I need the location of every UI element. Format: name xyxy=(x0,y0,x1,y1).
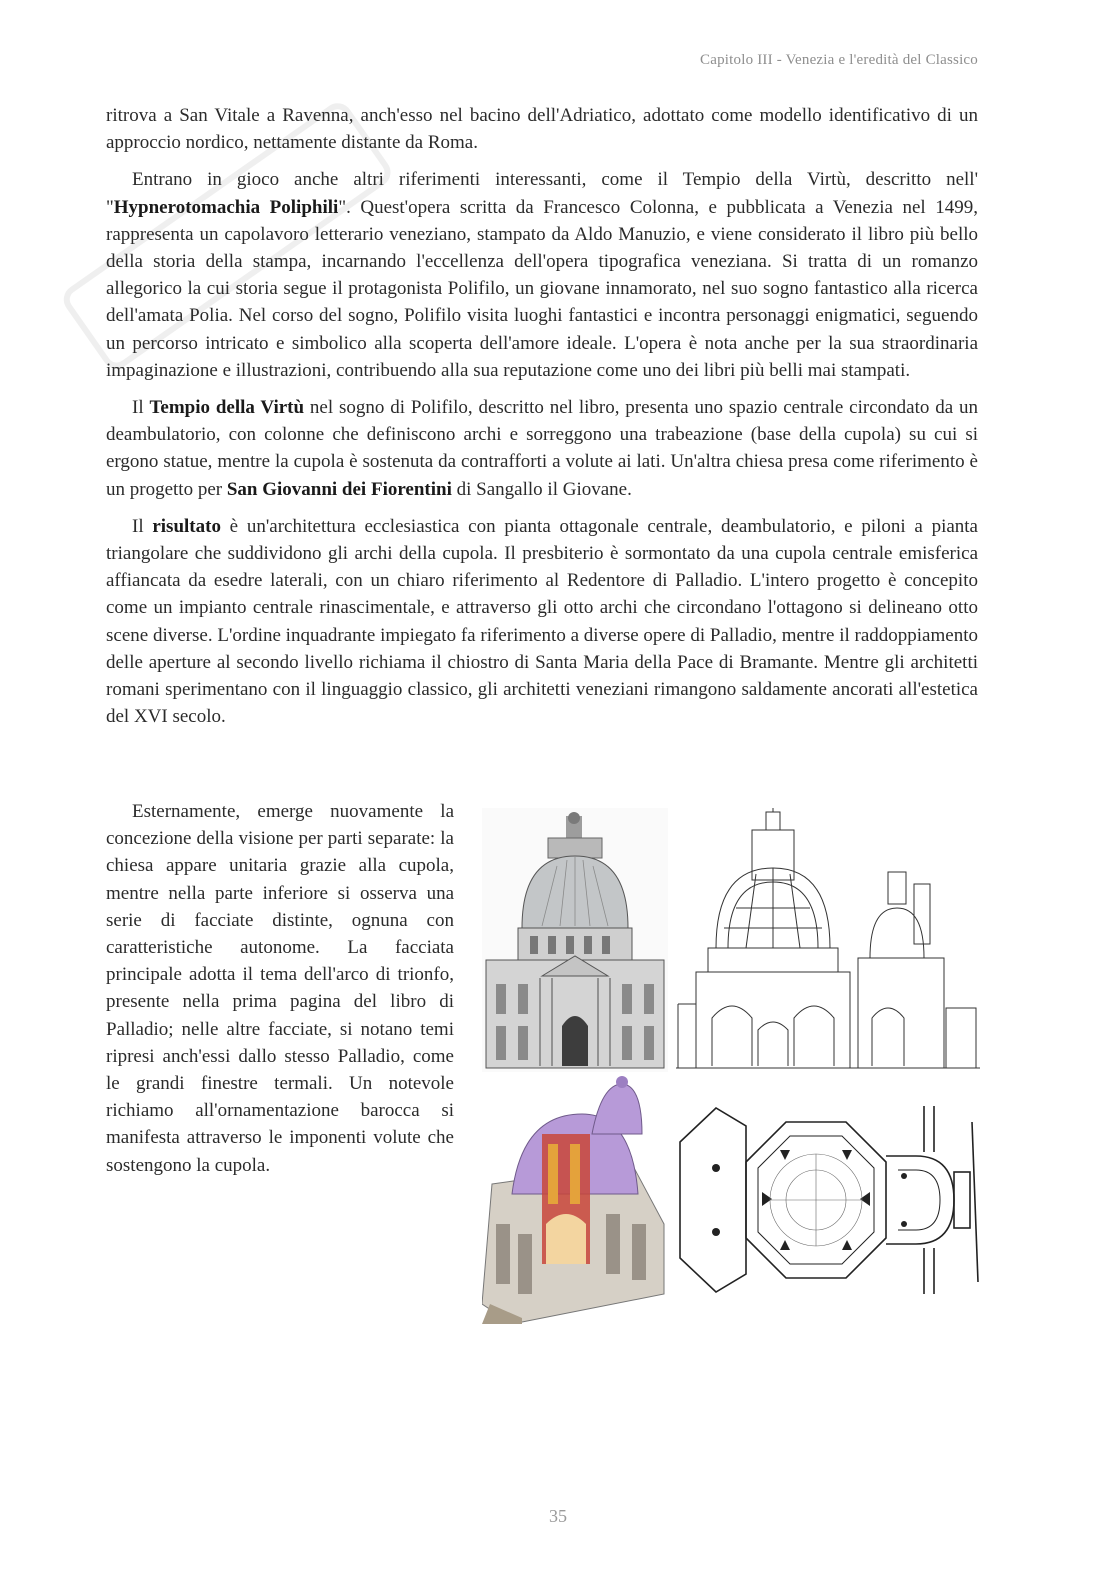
section-drawing-figure xyxy=(676,808,980,1072)
axonometric-cutaway-figure xyxy=(482,1074,668,1324)
facade-elevation-figure xyxy=(482,808,668,1072)
paragraph-5: Esternamente, emerge nuovamente la concezione della visione per parti separate: la chiesa appare unitaria grazie alla cupola, mentre nella parte inferiore si osserva una serie di facciate distinte, ognuna con caratteristiche autonome. La facciata principale adotta il tema dell'arco di trionfo, presente nella prima pagina del libro di Palladio; nelle altre facciate, si notano temi ripresi anch'essi dallo stesso Palladio, come le grandi finestre termali. Un notevole richiamo all'ornamentazione barocca si manifesta attraverso le imponenti volute che sostengono la cupola. xyxy=(106,801,454,1176)
risultato-bold: risultato xyxy=(152,515,221,537)
side-column-text xyxy=(106,798,454,1179)
paragraph-3: Il Tempio della Virtù nel sogno di Polifilo, descritto nel libro, presenta uno spazio centrale circondato da un deambulatorio, con colonne che definiscono archi e sorreggono una trabeazione (base della cupola) su cui si ergono statue, mentre la cupola è sostenuta da contrafforti a volute ai lati. Un'altra chiesa presa come riferimento è un progetto per San Giovanni dei Fiorentini di Sangallo il Giovane. xyxy=(106,397,979,500)
paragraph-1: ritrova a San Vitale a Ravenna, anch'esso nel bacino dell'Adriatico, adottato come modello identificativo di un approccio nordico, nettamente distante da Roma. xyxy=(106,105,978,154)
book-title-bold: Hypnerotomachia Poliphili xyxy=(113,196,339,218)
figure-group xyxy=(482,808,980,1324)
paragraph-4: Il risultato è un'architettura ecclesiastica con pianta ottagonale centrale, deambulatorio, e piloni a pianta triangolare che suddividono gli archi della cupola. Il presbiterio è sormontato da una cupola centrale emisferica affiancata da esedre laterali, con un chiaro riferimento al Redentore di Palladio. L'intero progetto è concepito come un impianto centrale rinascimentale, e attraverso gli otto archi che circondano l'ottagono si delineano otto scene diverse. L'ordine inquadrante impiegato fa riferimento a diverse opere di Palladio, mentre il raddoppiamento delle aperture al secondo livello richiama il chiostro di Santa Maria della Pace di Bramante. Mentre gli architetti romani sperimentano con il linguaggio classico, gli architetti veneziani rimangono saldamente ancorati all'estetica del XVI secolo. xyxy=(106,515,978,728)
body-text xyxy=(106,102,978,740)
tempio-bold: Tempio della Virtù xyxy=(149,397,305,419)
floor-plan-figure xyxy=(676,1102,980,1298)
san-giovanni-bold: San Giovanni dei Fiorentini xyxy=(226,478,452,500)
paragraph-2: Entrano in gioco anche altri riferimenti interessanti, come il Tempio della Virtù, descritto nell' "Hypnerotomachia Poliphili". Quest'opera scritta da Francesco Colonna, e pubblicata a Venezia nel 1499, rappresenta un capolavoro letterario veneziano, stampato da Aldo Manuzio, e viene considerato il libro più bello della storia della stampa, incarnando l'eccellenza dell'opera tipografica veneziana. Si tratta di un romanzo allegorico la cui storia segue il protagonista Polifilo, un giovane innamorato, nel suo sogno fantastico alla ricerca dell'amata Polia. Nel corso del sogno, Polifilo visita luoghi fantastici e incontra personaggi enigmatici, seguendo un percorso intricato e simbolico alla scoperta dell'amore ideale. L'opera è nota anche per la sua straordinaria impaginazione e illustrazioni, contribuendo alla sua reputazione come uno dei libri più belli mai stampati. xyxy=(106,169,978,381)
running-header: Capitolo III - Venezia e l'eredità del Classico xyxy=(700,52,978,68)
page-number: 35 xyxy=(549,1506,567,1526)
